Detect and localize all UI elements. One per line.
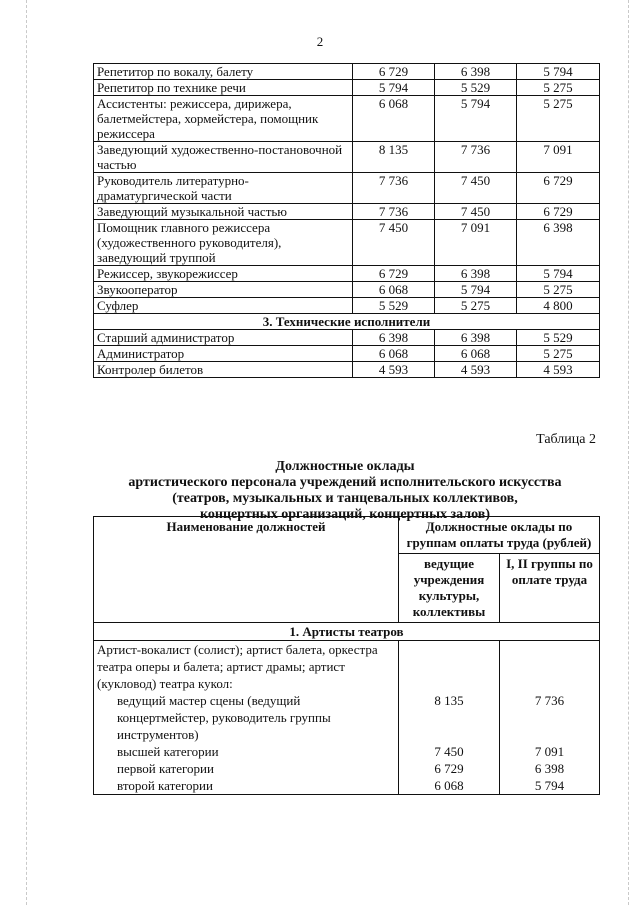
table-row xyxy=(94,282,600,298)
salary-value: 5 529 xyxy=(353,298,435,314)
group-intro: Артист-вокалист (солист); артист балета, оркестра театра оперы и балета; артист драмы; артист (кукловод) театра кукол: xyxy=(94,641,399,693)
salary-value: 6 398 xyxy=(435,64,517,80)
salary-value: 8 135 xyxy=(399,692,500,743)
position-name: Контролер билетов xyxy=(94,362,353,378)
salary-value: 4 593 xyxy=(435,362,517,378)
salary-value: 6 729 xyxy=(353,266,435,282)
table-row xyxy=(94,641,600,693)
salary-table-continued xyxy=(93,63,600,378)
table-caption: Таблица 2 xyxy=(536,432,596,447)
position-name: Заведующий музыкальной частью xyxy=(94,204,353,220)
salary-value: 7 736 xyxy=(353,204,435,220)
position-name: Ассистенты: режиссера, дирижера, балетмейстера, хормейстера, помощник режиссера xyxy=(94,96,353,142)
title-line: артистического персонала учреждений исполнительского искусства xyxy=(128,475,562,490)
artistic-staff-salary-table xyxy=(93,516,600,795)
page-edge-right xyxy=(628,0,630,905)
table-row xyxy=(94,266,600,282)
salary-value: 5 529 xyxy=(517,330,600,346)
salary-value: 6 398 xyxy=(353,330,435,346)
position-name: Помощник главного режиссера (художественного руководителя), заведующий труппой xyxy=(94,220,353,266)
salary-value: 6 068 xyxy=(353,346,435,362)
salary-value: 6 729 xyxy=(517,204,600,220)
salary-value: 7 450 xyxy=(435,204,517,220)
salary-value: 6 068 xyxy=(435,346,517,362)
title-line: (театров, музыкальных и танцевальных коллективов, xyxy=(172,491,518,506)
header-pay-groups: I, II группы по оплате труда xyxy=(500,554,600,623)
table-row xyxy=(94,142,600,173)
salary-value: 4 593 xyxy=(353,362,435,378)
salary-value: 8 135 xyxy=(353,142,435,173)
table-row xyxy=(94,777,600,795)
table-row xyxy=(94,346,600,362)
page-edge-left xyxy=(26,0,28,905)
salary-value: 6 068 xyxy=(353,282,435,298)
salary-value: 7 450 xyxy=(399,743,500,760)
section-row xyxy=(94,314,600,330)
position-name: ведущий мастер сцены (ведущий концертмейстер, руководитель группы инструментов) xyxy=(94,692,399,743)
table-row xyxy=(94,362,600,378)
position-name: Руководитель литературно-драматургической части xyxy=(94,173,353,204)
salary-value: 7 736 xyxy=(435,142,517,173)
table-row xyxy=(94,64,600,80)
salary-value: 7 450 xyxy=(353,220,435,266)
header-leading-institutions: ведущие учреждения культуры, коллективы xyxy=(399,554,500,623)
salary-value: 6 729 xyxy=(399,760,500,777)
table-row xyxy=(94,330,600,346)
position-name: второй категории xyxy=(94,777,399,795)
section-title: 1. Артисты театров xyxy=(94,623,600,641)
salary-value xyxy=(399,641,500,693)
salary-value: 6 398 xyxy=(435,266,517,282)
position-name: Заведующий художественно-постановочной частью xyxy=(94,142,353,173)
header-position-name: Наименование должностей xyxy=(94,517,399,623)
salary-value: 4 593 xyxy=(517,362,600,378)
section-title: 3. Технические исполнители xyxy=(94,314,600,330)
salary-value: 5 529 xyxy=(435,80,517,96)
table-row xyxy=(94,220,600,266)
salary-value: 7 450 xyxy=(435,173,517,204)
salary-value: 5 794 xyxy=(435,96,517,142)
salary-value: 5 794 xyxy=(517,266,600,282)
table-row xyxy=(94,204,600,220)
salary-value: 7 091 xyxy=(517,142,600,173)
table-row xyxy=(94,760,600,777)
table-row xyxy=(94,298,600,314)
position-name: Администратор xyxy=(94,346,353,362)
salary-value: 6 729 xyxy=(353,64,435,80)
header-row xyxy=(94,517,600,554)
page-number: 2 xyxy=(316,34,324,49)
salary-value: 7 736 xyxy=(500,692,600,743)
salary-value: 6 398 xyxy=(500,760,600,777)
table-row xyxy=(94,96,600,142)
salary-value: 7 091 xyxy=(500,743,600,760)
title-line: Должностные оклады xyxy=(275,459,415,474)
position-name: Суфлер xyxy=(94,298,353,314)
salary-value xyxy=(500,641,600,693)
table-row xyxy=(94,80,600,96)
salary-value: 6 068 xyxy=(353,96,435,142)
position-name: Репетитор по технике речи xyxy=(94,80,353,96)
position-name: высшей категории xyxy=(94,743,399,760)
position-name: первой категории xyxy=(94,760,399,777)
salary-value: 5 275 xyxy=(435,298,517,314)
position-name: Репетитор по вокалу, балету xyxy=(94,64,353,80)
salary-value: 6 729 xyxy=(517,173,600,204)
salary-value: 5 275 xyxy=(517,282,600,298)
salary-value: 5 275 xyxy=(517,80,600,96)
salary-value: 6 068 xyxy=(399,777,500,795)
table-row xyxy=(94,692,600,743)
table-row xyxy=(94,173,600,204)
document-title xyxy=(92,459,598,523)
salary-value: 5 794 xyxy=(500,777,600,795)
salary-value: 5 794 xyxy=(435,282,517,298)
section-row xyxy=(94,623,600,641)
salary-value: 5 794 xyxy=(517,64,600,80)
position-name: Старший администратор xyxy=(94,330,353,346)
salary-value: 6 398 xyxy=(517,220,600,266)
salary-value: 4 800 xyxy=(517,298,600,314)
position-name: Звукооператор xyxy=(94,282,353,298)
salary-value: 5 275 xyxy=(517,346,600,362)
table-row xyxy=(94,743,600,760)
position-name: Режиссер, звукорежиссер xyxy=(94,266,353,282)
title-line: концертных организаций, концертных залов) xyxy=(200,507,490,522)
salary-value: 5 794 xyxy=(353,80,435,96)
salary-value: 7 736 xyxy=(353,173,435,204)
salary-value: 7 091 xyxy=(435,220,517,266)
salary-value: 6 398 xyxy=(435,330,517,346)
salary-value: 5 275 xyxy=(517,96,600,142)
header-salaries: Должностные оклады по группам оплаты труда (рублей) xyxy=(399,517,600,554)
